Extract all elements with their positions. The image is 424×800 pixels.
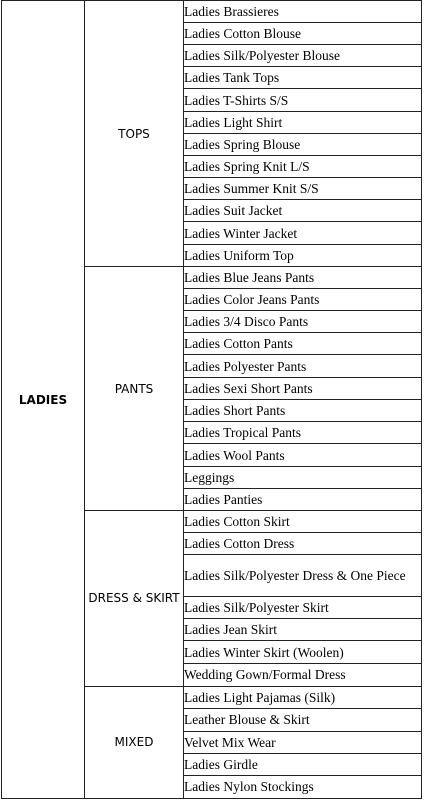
item-cell: Ladies Light Pajamas (Silk) bbox=[184, 686, 422, 708]
item-cell: Ladies Wool Pants bbox=[184, 444, 422, 467]
item-cell: Ladies Nylon Stockings bbox=[184, 775, 422, 798]
item-cell: Ladies Jean Skirt bbox=[184, 619, 422, 641]
subcategory-cell: MIXED bbox=[85, 686, 184, 799]
item-cell: Ladies Tank Tops bbox=[184, 67, 422, 89]
item-cell: Velvet Mix Wear bbox=[184, 731, 422, 753]
item-cell: Ladies Suit Jacket bbox=[184, 200, 422, 222]
clothing-category-table bbox=[1, 0, 422, 799]
item-cell: Ladies T-Shirts S/S bbox=[184, 89, 422, 112]
item-cell: Ladies Brassieres bbox=[184, 1, 422, 23]
subcategory-cell: PANTS bbox=[85, 267, 184, 511]
main-category-cell: LADIES bbox=[2, 1, 85, 799]
item-cell: Ladies 3/4 Disco Pants bbox=[184, 311, 422, 333]
item-cell: Ladies Spring Knit L/S bbox=[184, 156, 422, 178]
item-cell: Ladies Spring Blouse bbox=[184, 134, 422, 156]
item-cell: Ladies Tropical Pants bbox=[184, 422, 422, 444]
item-cell: Ladies Uniform Top bbox=[184, 245, 422, 267]
item-cell: Ladies Cotton Blouse bbox=[184, 23, 422, 45]
item-cell: Ladies Color Jeans Pants bbox=[184, 289, 422, 311]
item-cell: Ladies Silk/Polyester Skirt bbox=[184, 597, 422, 619]
subcategory-cell: TOPS bbox=[85, 1, 184, 267]
item-cell: Ladies Sexi Short Pants bbox=[184, 378, 422, 400]
item-cell: Ladies Cotton Pants bbox=[184, 333, 422, 355]
table-row bbox=[2, 1, 422, 23]
item-cell: Ladies Cotton Skirt bbox=[184, 511, 422, 533]
item-cell: Ladies Summer Knit S/S bbox=[184, 178, 422, 200]
item-cell: Leather Blouse & Skirt bbox=[184, 708, 422, 731]
subcategory-cell: DRESS & SKIRT bbox=[85, 511, 184, 686]
item-cell: Ladies Light Shirt bbox=[184, 112, 422, 134]
item-cell: Ladies Short Pants bbox=[184, 400, 422, 422]
item-cell: Ladies Winter Jacket bbox=[184, 222, 422, 245]
item-cell: Ladies Silk/Polyester Dress & One Piece bbox=[184, 555, 422, 597]
item-cell: Ladies Cotton Dress bbox=[184, 533, 422, 555]
item-cell: Ladies Polyester Pants bbox=[184, 355, 422, 378]
item-cell: Ladies Girdle bbox=[184, 753, 422, 775]
item-cell: Wedding Gown/Formal Dress bbox=[184, 664, 422, 686]
table-body bbox=[2, 1, 422, 799]
item-cell: Ladies Silk/Polyester Blouse bbox=[184, 45, 422, 67]
item-cell: Ladies Panties bbox=[184, 489, 422, 511]
item-cell: Ladies Winter Skirt (Woolen) bbox=[184, 641, 422, 664]
item-cell: Ladies Blue Jeans Pants bbox=[184, 267, 422, 289]
item-cell: Leggings bbox=[184, 467, 422, 489]
